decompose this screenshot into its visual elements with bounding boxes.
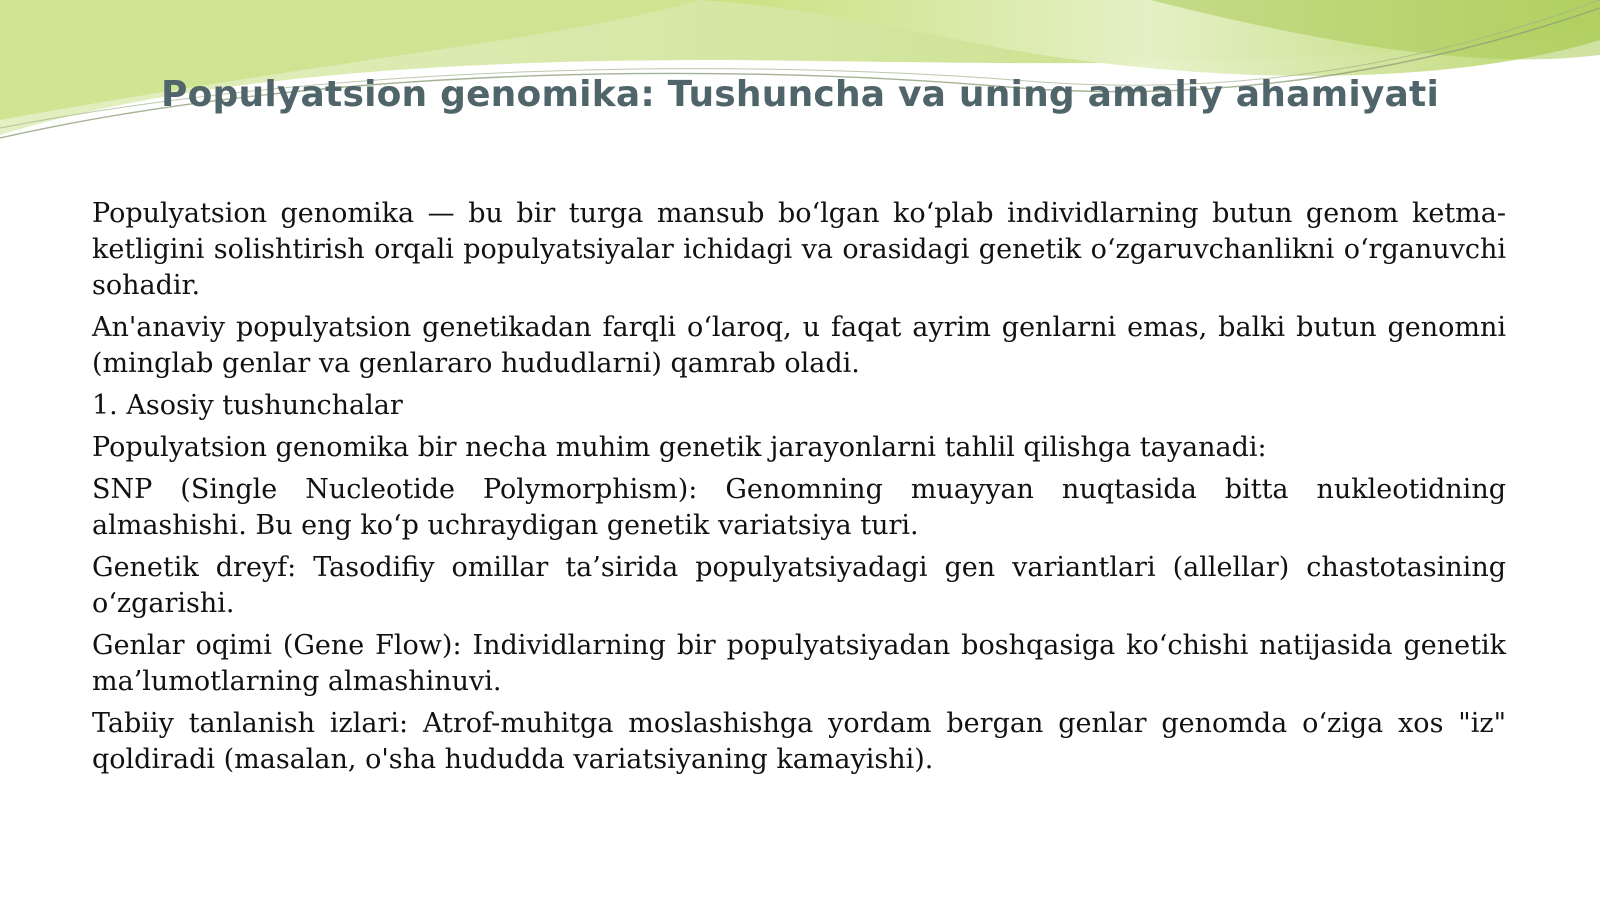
- paragraph-selection-signatures: Tabiiy tanlanish izlari: Atrof-muhitga moslashishga yordam bergan genlar genomda oʻziga xos "iz" qoldiradi (masalan, o'sha hududda variatsiyaning kamayishi).: [92, 708, 1506, 775]
- paragraph-definition: Populyatsion genomika — bu bir turga mansub boʻlgan koʻplab individlarning butun genom ketma-ketligini solishtirish orqali populyatsiyalar ichidagi va orasidagi genetik oʻzgaruvchanlikni oʻrganuvchi sohadir.: [92, 198, 1506, 301]
- slide-body: [92, 196, 1506, 784]
- paragraph-snp: SNP (Single Nucleotide Polymorphism): Genomning muayyan nuqtasida bitta nukleotidning almashishi. Bu eng koʻp uchraydigan genetik variatsiya turi.: [92, 474, 1506, 541]
- paragraph-intro-processes: Populyatsion genomika bir necha muhim genetik jarayonlarni tahlil qilishga tayanadi:: [92, 432, 1267, 463]
- section-heading-basic-concepts: 1. Asosiy tushunchalar: [92, 390, 403, 421]
- slide-title: Populyatsion genomika: Tushuncha va uning amaliy ahamiyati: [161, 74, 1439, 115]
- paragraph-gene-flow: Genlar oqimi (Gene Flow): Individlarning bir populyatsiyadan boshqasiga koʻchishi natijasida genetik ma’lumotlarning almashinuvi.: [92, 630, 1506, 697]
- paragraph-genetic-drift: Genetik dreyf: Tasodifiy omillar ta’sirida populyatsiyadagi gen variantlari (allellar) chastotasining oʻzgarishi.: [92, 552, 1506, 619]
- paragraph-comparison: An'anaviy populyatsion genetikadan farqli oʻlaroq, u faqat ayrim genlarni emas, balki butun genomni (minglab genlar va genlararo hududlarni) qamrab oladi.: [92, 312, 1506, 379]
